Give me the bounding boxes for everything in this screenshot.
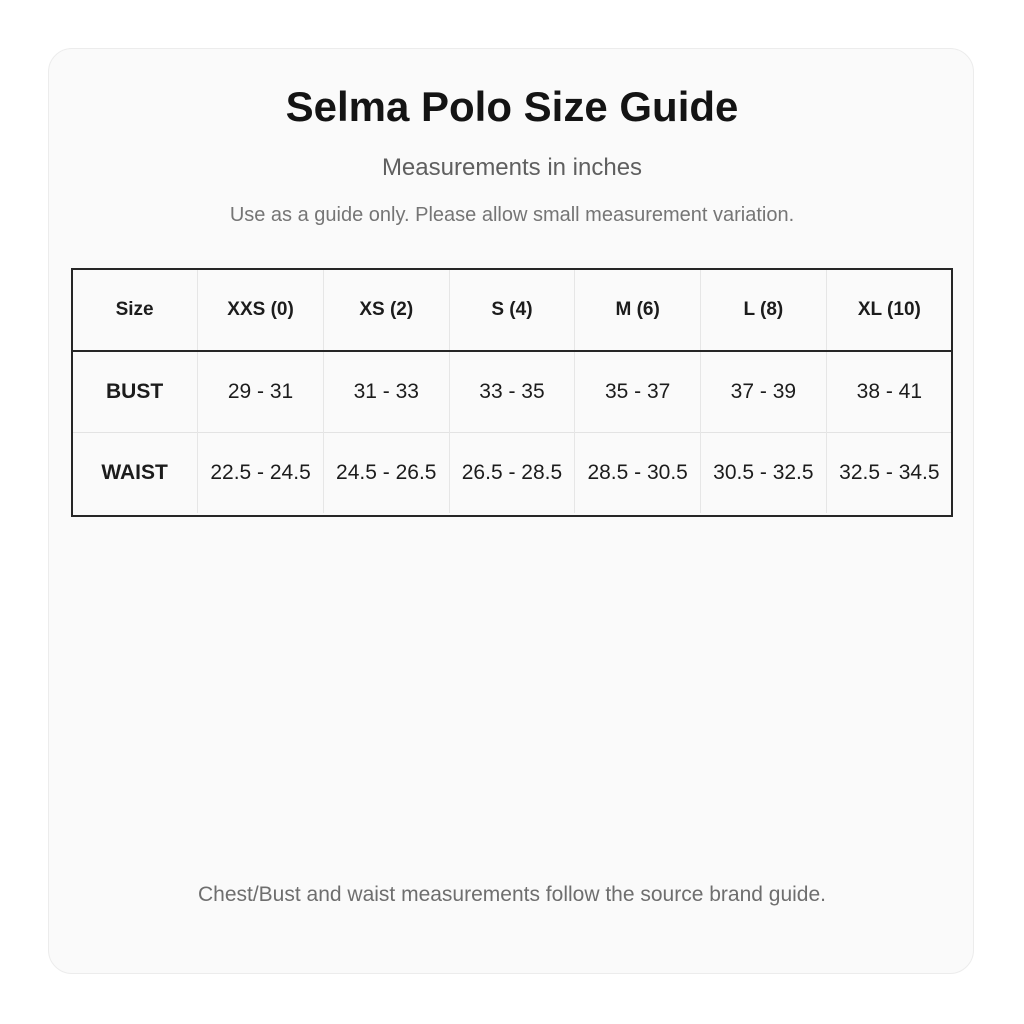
table-cell: 38 - 41 [826,351,952,432]
column-header: XS (2) [323,269,449,351]
table-cell: 28.5 - 30.5 [575,432,701,513]
column-header: M (6) [575,269,701,351]
table-row-waist [72,432,952,513]
table-cell: 35 - 37 [575,351,701,432]
column-header: XL (10) [826,269,952,351]
size-table [72,269,952,513]
table-cell: 32.5 - 34.5 [826,432,952,513]
table-cell: 26.5 - 28.5 [449,432,575,513]
table-header-row [72,269,952,351]
table-cell: 30.5 - 32.5 [701,432,827,513]
disclaimer-note: Use as a guide only. Please allow small measurement variation. [229,204,795,226]
table-cell: 22.5 - 24.5 [198,432,324,513]
column-header: L (8) [701,269,827,351]
table-cell: 33 - 35 [449,351,575,432]
column-header-size: Size [72,269,198,351]
row-label-bust: BUST [72,351,198,432]
table-cell: 29 - 31 [198,351,324,432]
row-label-waist: WAIST [72,432,198,513]
table-cell: 37 - 39 [701,351,827,432]
page-title: Selma Polo Size Guide [285,83,739,130]
column-header: S (4) [449,269,575,351]
table-row-bust [72,351,952,432]
table-cell: 31 - 33 [323,351,449,432]
footer-note: Chest/Bust and waist measurements follow the source brand guide. [197,883,826,906]
page-subtitle: Measurements in inches [381,154,643,181]
table-cell: 24.5 - 26.5 [323,432,449,513]
column-header: XXS (0) [198,269,324,351]
